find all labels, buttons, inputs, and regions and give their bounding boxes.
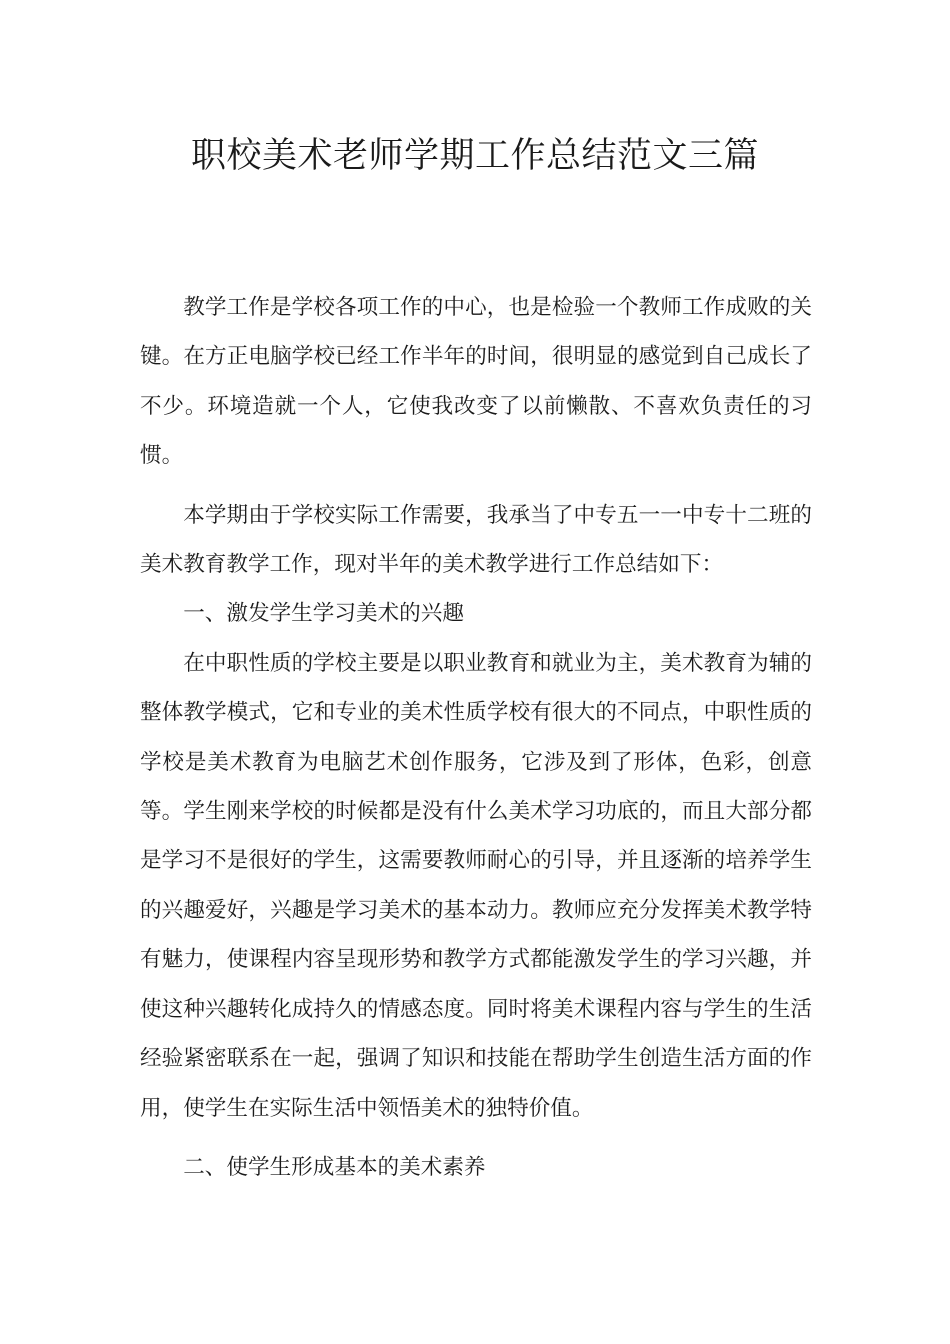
page-title: 职校美术老师学期工作总结范文三篇 — [190, 136, 759, 176]
document-body — [140, 283, 812, 1192]
section-heading-1: 一、激发学生学习美术的兴趣 — [183, 601, 464, 627]
paragraph-intro: 教学工作是学校各项工作的中心，也是检验一个教师工作成败的关键。在方正电脑学校已经工作半年的时间，很明显的感觉到自己成长了不少。环境造就一个人，它使我改变了以前懒散、不喜欢负责任的习惯。 — [140, 295, 812, 469]
paragraph-section-1: 在中职性质的学校主要是以职业教育和就业为主，美术教育为辅的整体教学模式，它和专业的美术性质学校有很大的不同点，中职性质的学校是美术教育为电脑艺术创作服务，它涉及到了形体，色彩，创意等。学生刚来学校的时候都是没有什么美术学习功底的，而且大部分都是学习不是很好的学生，这需要教师耐心的引导，并且逐渐的培养学生的兴趣爱好，兴趣是学习美术的基本动力。教师应充分发挥美术教学特有魅力，使课程内容呈现形势和教学方式都能激发学生的学习兴趣，并使这种兴趣转化成持久的情感态度。同时将美术课程内容与学生的生活经验紧密联系在一起，强调了知识和技能在帮助学生创造生活方面的作用，使学生在实际生活中领悟美术的独特价值。 — [140, 650, 812, 1121]
section-heading-2: 二、使学生形成基本的美术素养 — [183, 1154, 486, 1180]
paragraph-assignment: 本学期由于学校实际工作需要，我承当了中专五一一中专十二班的美术教育教学工作，现对半年的美术教学进行工作总结如下： — [140, 502, 812, 578]
